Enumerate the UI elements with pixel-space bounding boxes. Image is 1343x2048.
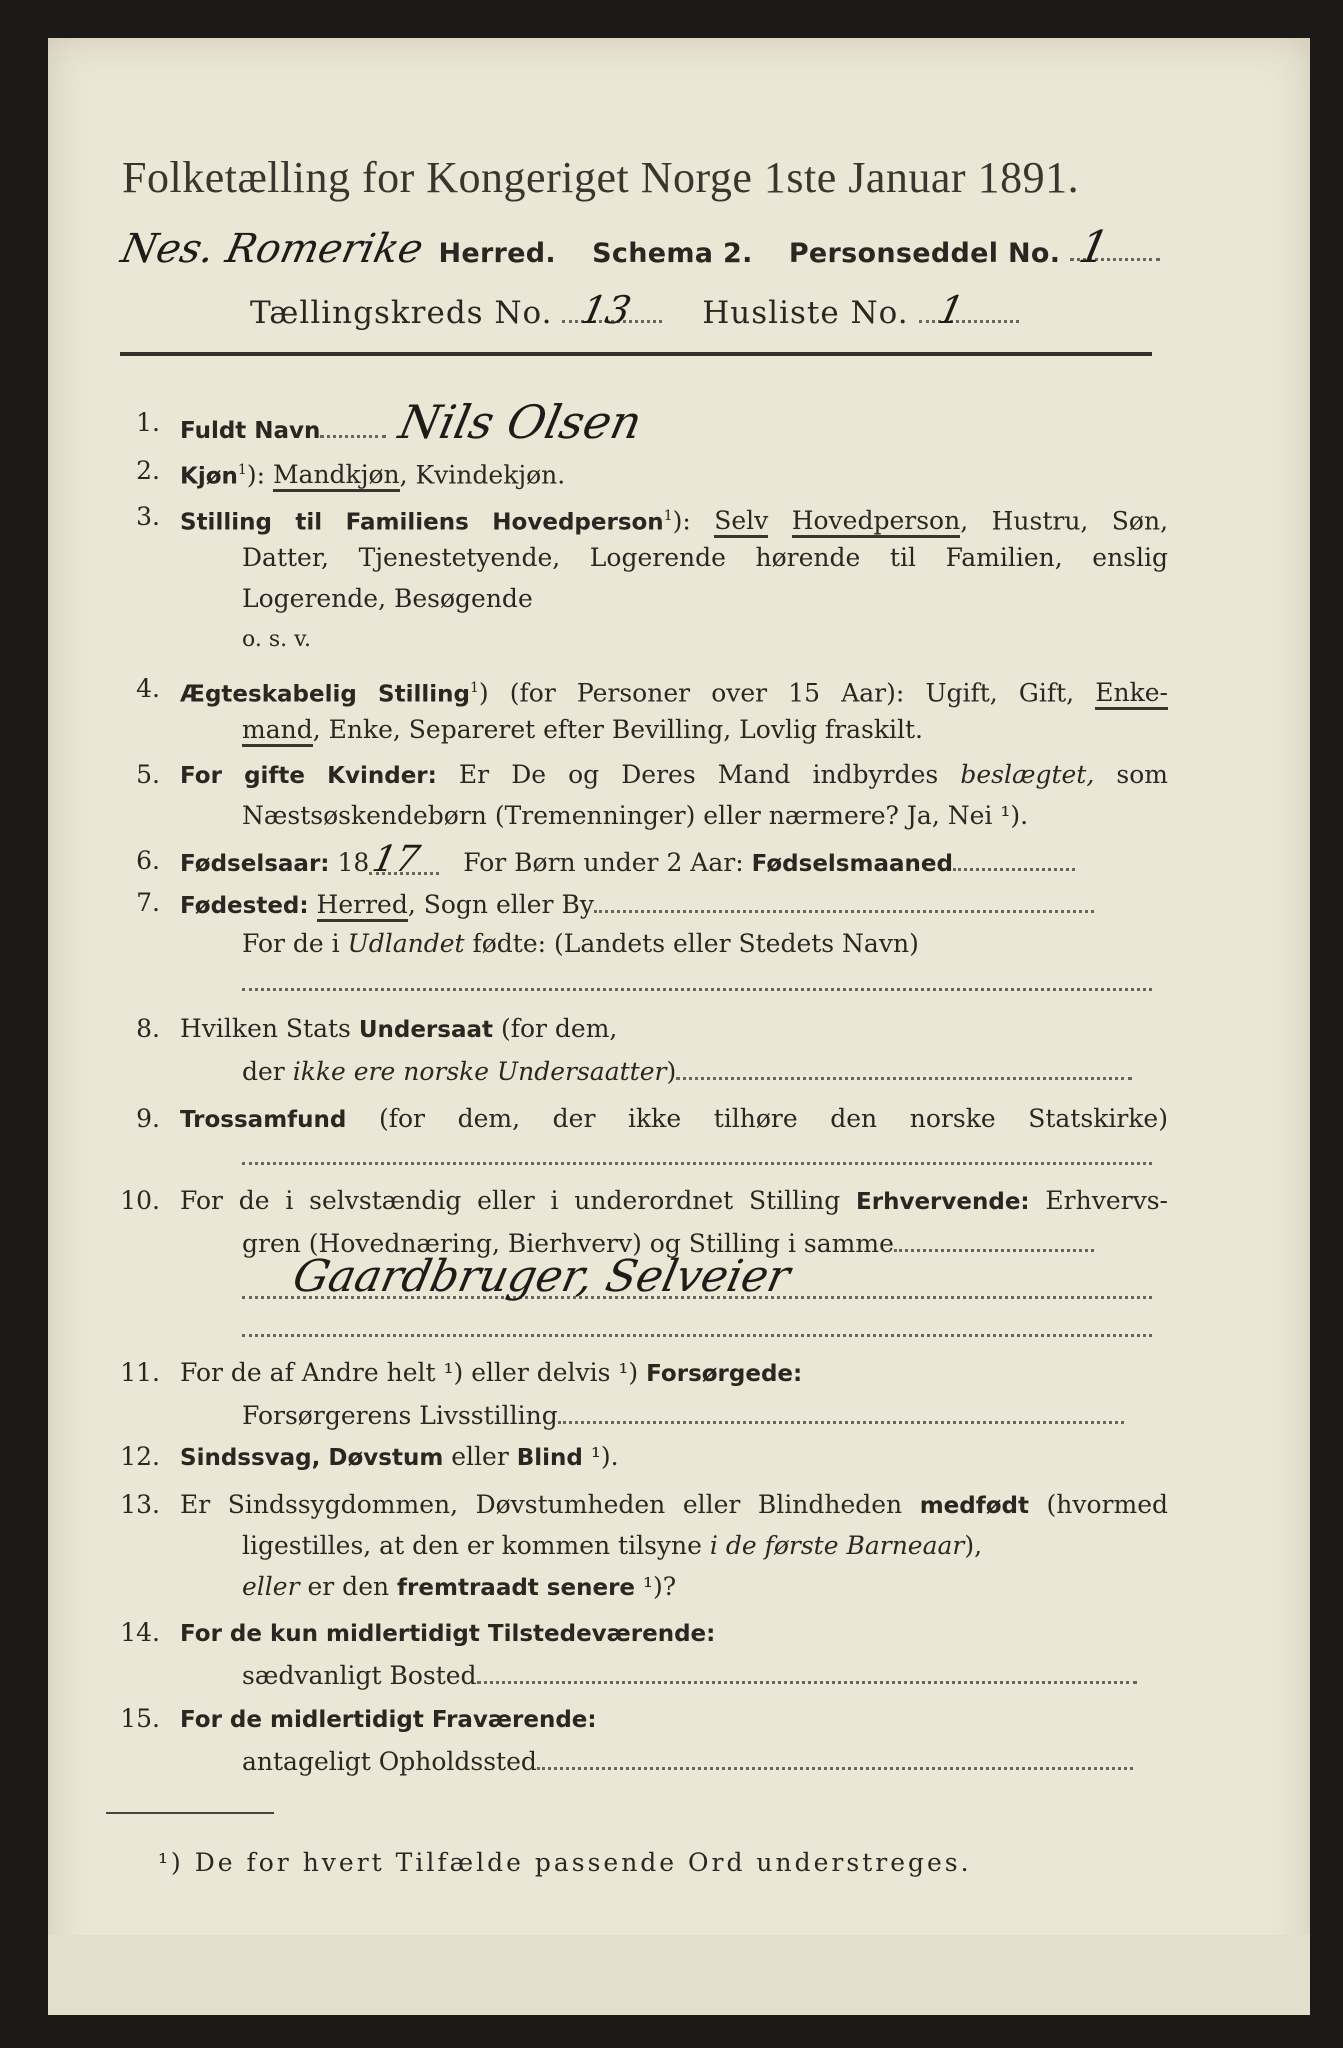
item-number: 7. [136, 888, 160, 917]
item-label: fremtraadt senere [397, 1575, 636, 1601]
dotted-fill [594, 882, 1094, 913]
item-number: 1. [136, 408, 160, 437]
sheet-bottom-edge [48, 1935, 1310, 2015]
form-title: Folketælling for Kongeriget Norge 1ste Januar 1891. [122, 153, 1080, 202]
item-text [180, 754, 1168, 836]
item-number: 2. [136, 456, 160, 485]
text: ¹)? [635, 1572, 677, 1601]
kreds-label: Tællingskreds No. [250, 295, 553, 331]
options-rest: , Enke, Separeret efter Bevilling, Lovlig fraskilt. [312, 715, 923, 744]
item-text [180, 668, 1168, 750]
text-italic: ikke ere norske Undersaatter [292, 1057, 667, 1086]
line [180, 1393, 1168, 1434]
dotted-fill [676, 1049, 1132, 1080]
item-14-temporarily-present [108, 1612, 1168, 1696]
item-2-sex [108, 450, 1168, 492]
line [180, 1739, 1168, 1780]
text: eller [443, 1442, 517, 1471]
birth-year-fill [369, 839, 439, 880]
husliste-fill [919, 288, 1019, 332]
item-text [180, 496, 1168, 660]
header-rule [120, 352, 1152, 356]
personseddel-fill [1070, 222, 1160, 273]
item-number: 8. [136, 1014, 160, 1043]
item-8-citizenship [108, 1008, 1168, 1098]
dotted-fill [894, 1221, 1094, 1252]
text: ) [666, 1057, 677, 1086]
schema-label: Schema 2. [592, 238, 753, 269]
footnote-mark: 1 [663, 508, 673, 524]
birth-month-label: Fødselsmaaned [751, 851, 953, 877]
option-herred: Herred [317, 890, 408, 922]
kreds-no: 13 [577, 288, 636, 332]
item-label: Forsørgede: [646, 1361, 803, 1387]
item-number: 15. [120, 1704, 160, 1733]
footnote-mark: 1 [469, 680, 479, 696]
text: For de af Andre helt ¹) eller delvis ¹) [180, 1358, 647, 1387]
text: antageligt Opholdssted [242, 1747, 537, 1776]
item-number: 11. [120, 1358, 160, 1387]
line: Datter, Tjenestetyende, Logerende hørende til Familien, enslig [242, 543, 1168, 572]
text: For de i [242, 929, 348, 958]
item-number: 4. [136, 674, 160, 703]
line: o. s. v. [242, 627, 311, 652]
item-text [180, 1352, 1168, 1434]
line [180, 882, 1168, 923]
footnote-rule [106, 1812, 274, 1814]
dotted-fill [558, 1393, 1124, 1424]
option-enkemand-cont: mand [242, 715, 313, 747]
item-10-occupation [108, 1180, 1168, 1350]
item-number: 12. [120, 1442, 160, 1471]
line [180, 1180, 1168, 1221]
text: Forsørgerens Livsstilling [242, 1401, 558, 1430]
options-rest: , Sogn eller By [407, 890, 594, 919]
item-label: Kjøn [180, 463, 238, 490]
item-12-disability [108, 1436, 1168, 1478]
dotted-fill [242, 1160, 1152, 1165]
item-text [180, 1612, 1168, 1694]
line: Logerende, Besøgende [242, 584, 533, 613]
item-text [180, 1180, 1168, 1262]
footnote-mark: 1 [237, 462, 247, 478]
text-italic: eller [242, 1572, 300, 1601]
text: ¹). [582, 1442, 619, 1471]
item-13-congenital [108, 1484, 1168, 1610]
word-udlandet: Udlandet [347, 929, 465, 958]
option-mandkjon: Mandkjøn [273, 460, 400, 492]
item-9-religion [108, 1098, 1168, 1172]
item-label: Fødselsaar: [180, 851, 330, 877]
line [180, 496, 1168, 537]
item-label: For gifte Kvinder: [180, 763, 437, 789]
item-text [180, 840, 1168, 885]
year-prefix: 18 [329, 848, 370, 877]
text: er den [299, 1572, 398, 1601]
item-number: 3. [136, 502, 160, 531]
item-label: Erhvervende: [856, 1189, 1030, 1215]
text: Erhvervs- [1029, 1186, 1168, 1215]
line [180, 1098, 1168, 1139]
line [180, 1612, 1168, 1653]
line [180, 754, 1168, 795]
text: (for dem, der ikke tilhøre den norske Statskirke) [346, 1104, 1168, 1133]
full-name-handwritten: Nils Olsen [394, 395, 648, 449]
word-som: som [1094, 760, 1168, 789]
item-text [180, 1698, 1168, 1780]
text: Er Sindssygdommen, Døvstumheden eller Blindheden [180, 1490, 920, 1519]
item-4-marital-status [108, 668, 1168, 752]
item-label: Ægteskabelig Stilling [180, 681, 470, 708]
text: ), [964, 1531, 983, 1560]
item-6-birth-year [108, 840, 1168, 882]
husliste-no: 1 [933, 288, 968, 332]
item-label: Fuldt Navn [180, 418, 321, 444]
line [180, 668, 1168, 709]
item-label: Trossamfund [180, 1107, 347, 1133]
item-label: For de kun midlertidigt Tilstedeværende: [180, 1621, 716, 1647]
text: fødte: (Landets eller Stedets Navn) [464, 929, 919, 958]
header-line-herred [117, 222, 1162, 273]
text: Hvilken Stats [180, 1014, 359, 1043]
herred-name-handwritten: Nes. Romerike [117, 226, 428, 272]
line: Næstsøskendebørn (Tremenninger) eller nærmere? Ja, Nei ¹). [242, 801, 1029, 830]
question: Er De og Deres Mand indbyrdes [436, 760, 961, 789]
item-label: Stilling til Familiens Hovedperson [180, 509, 664, 536]
text: der [242, 1057, 293, 1086]
header-line-kreds [250, 288, 1110, 332]
item-3-family-position [108, 496, 1168, 666]
personseddel-no: 1 [1075, 222, 1114, 273]
dotted-fill [953, 840, 1075, 871]
dotted-fill [320, 407, 386, 438]
line [180, 709, 1168, 750]
item-text [180, 1008, 1168, 1090]
item-label: Blind [516, 1445, 583, 1471]
line [180, 1352, 1168, 1393]
herred-label: Herred. [438, 238, 556, 269]
item-text [180, 1484, 1168, 1607]
item-11-dependents [108, 1352, 1168, 1436]
word-beslaegtet: beslægtet, [960, 760, 1095, 789]
item-number: 5. [136, 760, 160, 789]
dotted-fill [242, 986, 1152, 991]
item-text [180, 450, 1168, 497]
text: (hvormed [1028, 1490, 1169, 1519]
line [180, 1008, 1168, 1049]
line [180, 923, 1168, 964]
line [180, 1566, 1168, 1607]
item-label: Sindssvag, Døvstum [180, 1445, 444, 1471]
footnote: ¹) De for hvert Tilfælde passende Ord understreges. [158, 1848, 972, 1877]
text: sædvanligt Bosted [242, 1661, 477, 1690]
item-label: For de midlertidigt Fraværende: [180, 1707, 597, 1733]
personseddel-label: Personseddel No. [788, 238, 1061, 269]
item-text [180, 1098, 1168, 1139]
punct: ): [246, 460, 273, 490]
line [180, 1653, 1168, 1694]
item-1-full-name [108, 395, 1168, 452]
occupation-handwritten: Gaardbruger, Selveier [288, 1251, 795, 1302]
item-text [180, 882, 1168, 964]
item-label: medfødt [919, 1493, 1029, 1519]
item-label: Fødested: [180, 893, 309, 919]
option-selv: Selv [714, 506, 768, 538]
options: ) (for Personer over 15 Aar): Ugift, Gift, [478, 678, 1096, 708]
birth-year-handwritten: 17 [369, 839, 424, 880]
item-number: 6. [136, 846, 160, 875]
options-rest: , Hustru, Søn, [960, 506, 1169, 536]
option-kvindekjon: , Kvindekjøn. [399, 460, 566, 490]
item-number: 10. [120, 1186, 160, 1215]
item-15-temporarily-absent [108, 1698, 1168, 1782]
item-number: 13. [120, 1490, 160, 1519]
line [180, 1484, 1168, 1525]
option-hovedperson: Hovedperson [792, 506, 961, 538]
text: For de i selvstændig eller i underordnet Stilling [180, 1186, 857, 1215]
dotted-fill [537, 1739, 1133, 1770]
line [180, 1698, 1168, 1739]
item-number: 14. [120, 1618, 160, 1647]
dotted-fill [477, 1653, 1137, 1684]
text: (for dem, [493, 1014, 618, 1043]
item-number: 9. [136, 1104, 160, 1133]
item-7-birthplace [108, 882, 1168, 1006]
line [180, 1525, 1168, 1566]
dotted-fill [242, 1332, 1152, 1337]
option-enkemand: Enke- [1095, 678, 1168, 710]
item-label: Undersaat [358, 1017, 493, 1043]
text: gren (Hovednæring, Bierhverv) og Stilling i samme [242, 1229, 894, 1258]
husliste-label: Husliste No. [702, 295, 909, 331]
text: ligestilles, at den er kommen tilsyne [242, 1531, 710, 1560]
item-text [180, 395, 1168, 452]
text-italic: i de første Barneaar [709, 1531, 965, 1560]
punct: ): [672, 506, 715, 536]
line [180, 1049, 1168, 1090]
kreds-fill [562, 288, 662, 332]
item-5-married-women [108, 754, 1168, 838]
item-text [180, 1436, 1168, 1479]
under-two-text: For Børn under 2 Aar: [455, 848, 752, 877]
